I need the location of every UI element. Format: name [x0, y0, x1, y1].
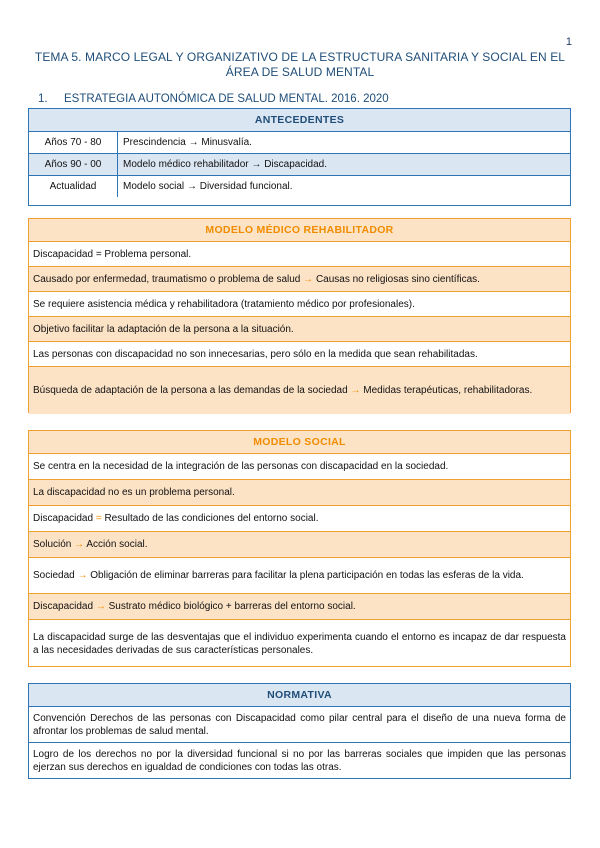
normativa-header: NORMATIVA [29, 684, 570, 707]
period-cell: Actualidad [29, 176, 118, 198]
table-row [29, 132, 570, 154]
modelo-medico-box [28, 218, 571, 413]
list-item: Se centra en la necesidad de la integración de las personas con discapacidad en la sociedad. [29, 454, 570, 480]
list-item: Causado por enfermedad, traumatismo o problema de salud → Causas no religiosas sino científicas. [29, 267, 570, 292]
section-heading [38, 93, 389, 105]
list-item: Las personas con discapacidad no son innecesarias, pero sólo en la medida que sean rehabilitadas. [29, 342, 570, 367]
antecedentes-table [28, 108, 571, 206]
model-cell: Modelo médico rehabilitador → Discapacidad. [118, 154, 571, 176]
modelo-social-header: MODELO SOCIAL [29, 431, 570, 454]
list-item: La discapacidad surge de las desventajas que el individuo experimenta cuando el entorno es incapaz de dar respuesta a las necesidades derivadas de sus características personales. [33, 631, 566, 656]
antecedentes-grid [29, 131, 570, 197]
document-title: TEMA 5. MARCO LEGAL Y ORGANIZATIVO DE LA ESTRUCTURA SANITARIA Y SOCIAL EN EL ÁREA DE SALUD MENTAL [34, 50, 566, 79]
antecedentes-header: ANTECEDENTES [29, 109, 570, 131]
section-number: 1. [38, 93, 48, 105]
list-item: Convención Derechos de las personas con Discapacidad como pilar central para el diseño de una nueva forma de afrontar los problemas de salud mental. [29, 707, 570, 743]
table-row [29, 154, 570, 176]
table-row [29, 176, 570, 198]
normativa-box [28, 683, 571, 779]
list-item: Logro de los derechos no por la diversidad funcional si no por las barreras sociales que impiden que las personas ejerzan sus derechos en igualdad de condiciones con todas las otras. [33, 749, 566, 773]
section-title: ESTRATEGIA AUTONÓMICA DE SALUD MENTAL. 2016. 2020 [64, 93, 389, 105]
list-item: Discapacidad = Problema personal. [29, 242, 570, 267]
list-item: Solución → Acción social. [29, 532, 570, 558]
list-item: Discapacidad → Sustrato médico biológico + barreras del entorno social. [29, 594, 570, 620]
page-number: 1 [565, 36, 572, 48]
list-item: Sociedad → Obligación de eliminar barreras para facilitar la plena participación en todas las esferas de la vida. [29, 558, 570, 594]
modelo-medico-header: MODELO MÉDICO REHABILITADOR [29, 219, 570, 242]
model-cell: Prescindencia → Minusvalía. [118, 132, 571, 154]
list-item: Discapacidad = Resultado de las condiciones del entorno social. [29, 506, 570, 532]
model-cell: Modelo social → Diversidad funcional. [118, 176, 571, 198]
list-item: La discapacidad no es un problema personal. [29, 480, 570, 506]
modelo-social-box [28, 430, 571, 667]
list-item: Búsqueda de adaptación de la persona a las demandas de la sociedad → Medidas terapéuticas, rehabilitadoras. [29, 367, 570, 414]
period-cell: Años 90 - 00 [29, 154, 118, 176]
period-cell: Años 70 - 80 [29, 132, 118, 154]
list-item: Se requiere asistencia médica y rehabilitadora (tratamiento médico por profesionales). [29, 292, 570, 317]
list-item: Objetivo facilitar la adaptación de la persona a la situación. [29, 317, 570, 342]
